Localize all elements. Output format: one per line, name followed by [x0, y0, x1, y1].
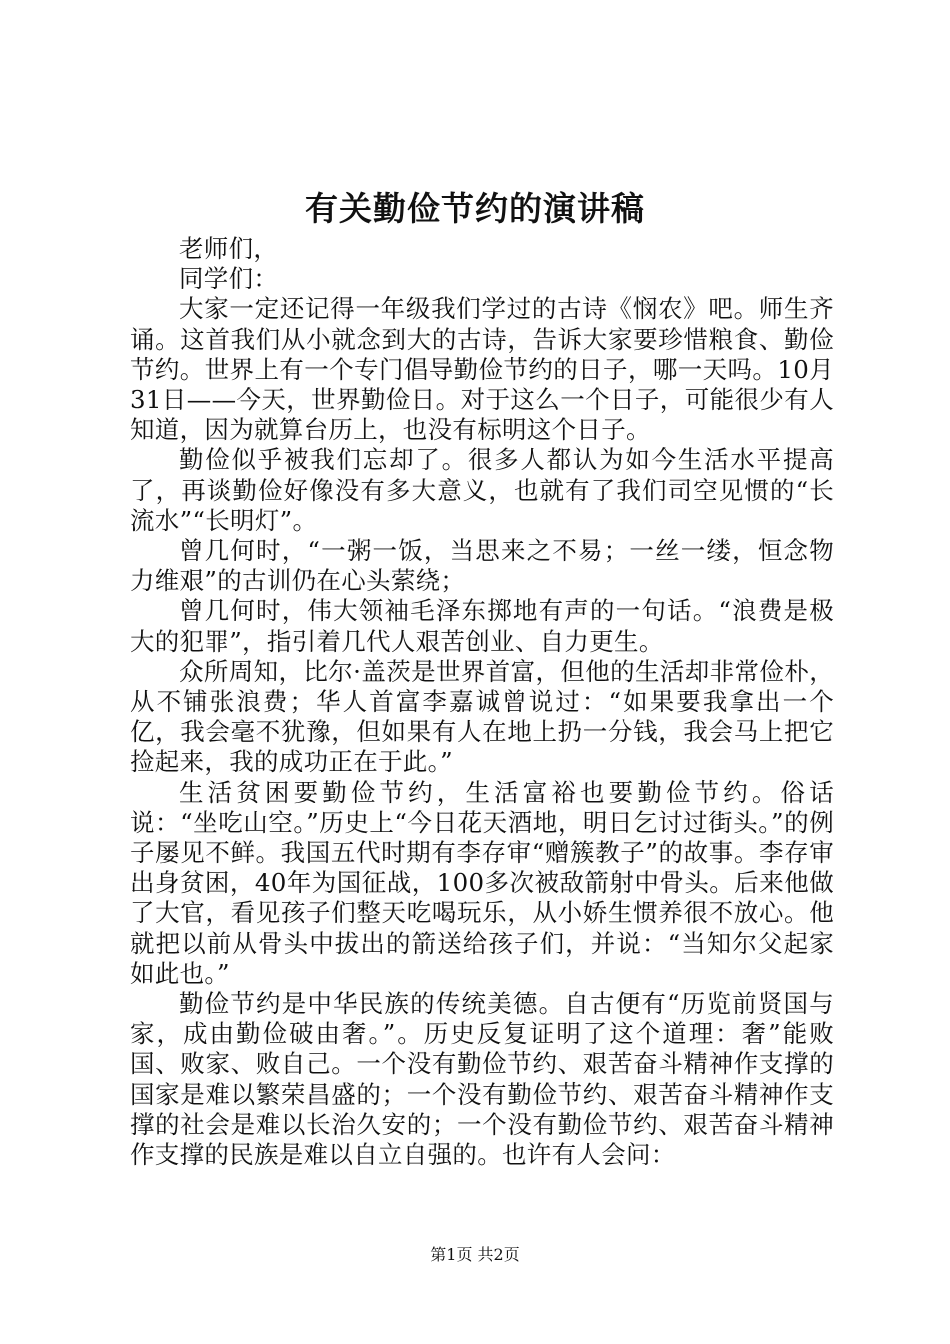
- paragraph: 曾几何时，“一粥一饭，当思来之不易；一丝一缕，恒念物力维艰”的古训仍在心头萦绕；: [130, 536, 834, 596]
- greeting-teachers: 老师们，: [179, 234, 279, 263]
- document-body: [130, 234, 834, 1170]
- paragraph: 众所周知，比尔·盖茨是世界首富，但他的生活却非常俭朴，从不铺张浪费；华人首富李嘉诚曾说过：“如果要我拿出一个亿，我会毫不犹豫，但如果有人在地上扔一分钱，我会马上把它捡起来，我的成功正在于此。”: [130, 656, 834, 777]
- greeting-students: 同学们：: [179, 264, 279, 294]
- paragraph: 勤俭似乎被我们忘却了。很多人都认为如今生活水平提高了，再谈勤俭好像没有多大意义，也就有了我们司空见惯的“长流水”“长明灯”。: [130, 445, 835, 535]
- paragraph: 大家一定还记得一年级我们学过的古诗《悯农》吧。师生齐诵。这首我们从小就念到大的古诗，告诉大家要珍惜粮食、勤俭节约。世界上有一个专门倡导勤俭节约的日子，哪一天吗。10月31日——今天，世界勤俭日。对于这么一个日子，可能很少有人知道，因为就算台历上，也没有标明这个日子。: [130, 294, 834, 445]
- paragraph: 勤俭节约是中华民族的传统美德。自古便有“历览前贤国与家，成由勤俭破由奢。”。历史反复证明了这个道理：奢”能败国、败家、败自己。一个没有勤俭节约、艰苦奋斗精神作支撑的国家是难以繁荣昌盛的；一个没有勤俭节约、艰苦奋斗精神作支撑的社会是难以长治久安的；一个没有勤俭节约、艰苦奋斗精神作支撑的民族是难以自立自强的。也许有人会问：: [130, 989, 834, 1170]
- document-title: 有关勤俭节约的演讲稿: [305, 189, 645, 228]
- paragraph: 生活贫困要勤俭节约，生活富裕也要勤俭节约。俗话说：“坐吃山空。”历史上“今日花天酒地，明日乞讨过街头。”的例子屡见不鲜。我国五代时期有李存审“赠簇教子”的故事。李存审出身贫困，40年为国征战，100多次被敌箭射中骨头。后来他做了大官，看见孩子们整天吃喝玩乐，从小娇生惯养很不放心。他就把以前从骨头中拔出的箭送给孩子们，并说：“当知尔父起家如此也。”: [130, 777, 835, 988]
- page-footer: 第1页 共2页: [430, 1245, 520, 1264]
- paragraph: 曾几何时，伟大领袖毛泽东掷地有声的一句话。“浪费是极大的犯罪”，指引着几代人艰苦创业、自力更生。: [130, 596, 834, 656]
